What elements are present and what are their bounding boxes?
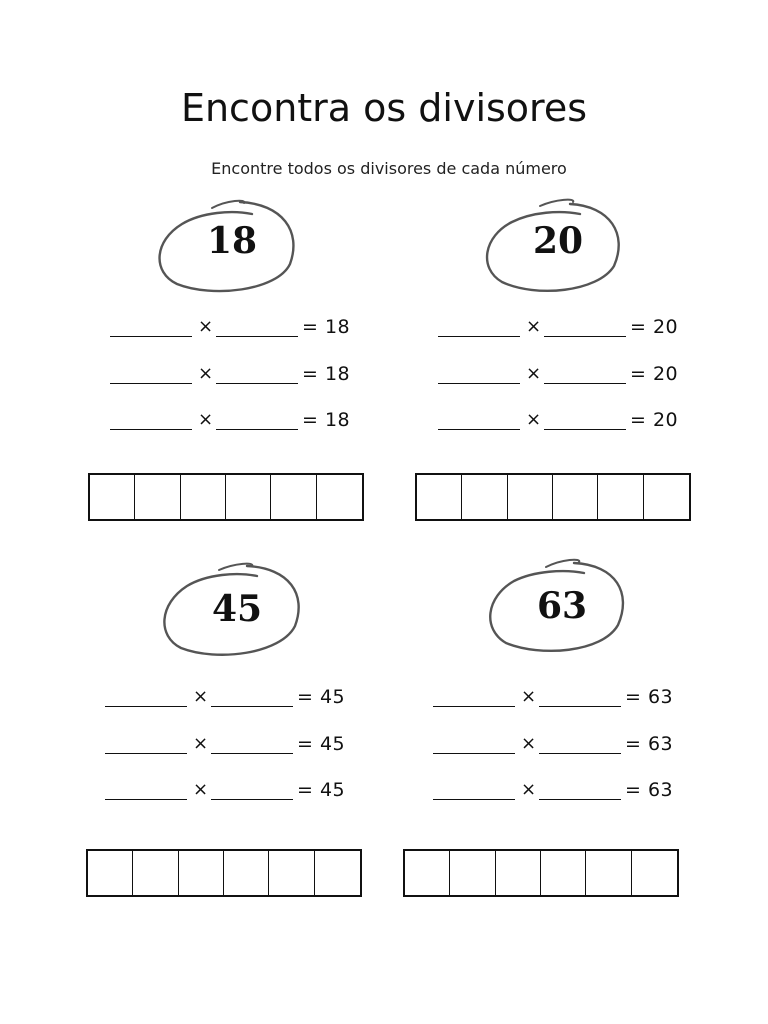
target-number: 63: [536, 585, 588, 627]
answer-blank[interactable]: [544, 429, 626, 430]
answer-box[interactable]: [317, 475, 362, 519]
answer-box[interactable]: [644, 475, 689, 519]
answer-box[interactable]: [598, 475, 643, 519]
answer-blank[interactable]: [110, 429, 192, 430]
answer-blank[interactable]: [544, 383, 626, 384]
answer-box[interactable]: [496, 851, 541, 895]
answer-blank[interactable]: [110, 383, 192, 384]
answer-blank[interactable]: [433, 799, 515, 800]
answer-blank[interactable]: [539, 706, 621, 707]
equation-result: = 63: [625, 733, 674, 755]
answer-blank[interactable]: [433, 706, 515, 707]
equation-row: [438, 409, 698, 433]
times-sign: ×: [193, 733, 209, 754]
times-sign: ×: [198, 316, 214, 337]
equation-result: = 20: [630, 316, 679, 338]
times-sign: ×: [193, 686, 209, 707]
answer-blank[interactable]: [105, 753, 187, 754]
divisor-answer-boxes: [403, 849, 679, 897]
page-title: Encontra os divisores: [180, 86, 588, 130]
equation-row: [110, 363, 370, 387]
answer-blank[interactable]: [438, 336, 520, 337]
answer-box[interactable]: [632, 851, 677, 895]
times-sign: ×: [526, 316, 542, 337]
answer-box[interactable]: [508, 475, 553, 519]
target-number: 20: [532, 220, 584, 262]
times-sign: ×: [521, 779, 537, 800]
answer-box[interactable]: [405, 851, 450, 895]
target-number: 18: [206, 220, 258, 262]
answer-box[interactable]: [179, 851, 224, 895]
times-sign: ×: [521, 686, 537, 707]
answer-box[interactable]: [88, 851, 133, 895]
answer-blank[interactable]: [438, 429, 520, 430]
times-sign: ×: [526, 409, 542, 430]
equation-result: = 18: [302, 409, 351, 431]
number-circle-18: [152, 196, 312, 306]
answer-box[interactable]: [181, 475, 226, 519]
answer-box[interactable]: [541, 851, 586, 895]
answer-box[interactable]: [586, 851, 631, 895]
answer-blank[interactable]: [211, 799, 293, 800]
answer-box[interactable]: [315, 851, 360, 895]
equation-result: = 63: [625, 779, 674, 801]
answer-box[interactable]: [226, 475, 271, 519]
equation-result: = 20: [630, 363, 679, 385]
equation-result: = 45: [297, 779, 346, 801]
times-sign: ×: [521, 733, 537, 754]
equation-result: = 63: [625, 686, 674, 708]
times-sign: ×: [198, 409, 214, 430]
answer-blank[interactable]: [105, 799, 187, 800]
divisor-answer-boxes: [88, 473, 364, 521]
equation-row: [438, 363, 698, 387]
answer-box[interactable]: [135, 475, 180, 519]
page-subtitle: Encontre todos os divisores de cada número: [211, 159, 567, 178]
answer-blank[interactable]: [105, 706, 187, 707]
answer-blank[interactable]: [211, 706, 293, 707]
times-sign: ×: [193, 779, 209, 800]
answer-blank[interactable]: [539, 799, 621, 800]
equation-result: = 45: [297, 733, 346, 755]
answer-box[interactable]: [417, 475, 462, 519]
equation-row: [433, 779, 693, 803]
answer-box[interactable]: [269, 851, 314, 895]
equation-row: [105, 733, 365, 757]
answer-box[interactable]: [553, 475, 598, 519]
equation-row: [433, 733, 693, 757]
divisor-answer-boxes: [86, 849, 362, 897]
answer-blank[interactable]: [216, 429, 298, 430]
answer-blank[interactable]: [110, 336, 192, 337]
equation-result: = 18: [302, 363, 351, 385]
answer-box[interactable]: [271, 475, 316, 519]
number-circle-63: [482, 555, 642, 665]
answer-blank[interactable]: [539, 753, 621, 754]
equation-row: [105, 686, 365, 710]
equation-row: [110, 316, 370, 340]
target-number: 45: [211, 588, 263, 630]
times-sign: ×: [198, 363, 214, 384]
answer-box[interactable]: [90, 475, 135, 519]
answer-box[interactable]: [462, 475, 507, 519]
number-circle-20: [478, 196, 638, 306]
equation-result: = 45: [297, 686, 346, 708]
answer-blank[interactable]: [216, 383, 298, 384]
equation-result: = 18: [302, 316, 351, 338]
answer-blank[interactable]: [438, 383, 520, 384]
answer-blank[interactable]: [544, 336, 626, 337]
number-circle-45: [157, 558, 317, 668]
equation-row: [110, 409, 370, 433]
answer-box[interactable]: [450, 851, 495, 895]
times-sign: ×: [526, 363, 542, 384]
answer-box[interactable]: [133, 851, 178, 895]
equation-row: [105, 779, 365, 803]
equation-result: = 20: [630, 409, 679, 431]
answer-blank[interactable]: [211, 753, 293, 754]
answer-box[interactable]: [224, 851, 269, 895]
answer-blank[interactable]: [216, 336, 298, 337]
equation-row: [433, 686, 693, 710]
equation-row: [438, 316, 698, 340]
answer-blank[interactable]: [433, 753, 515, 754]
divisor-answer-boxes: [415, 473, 691, 521]
